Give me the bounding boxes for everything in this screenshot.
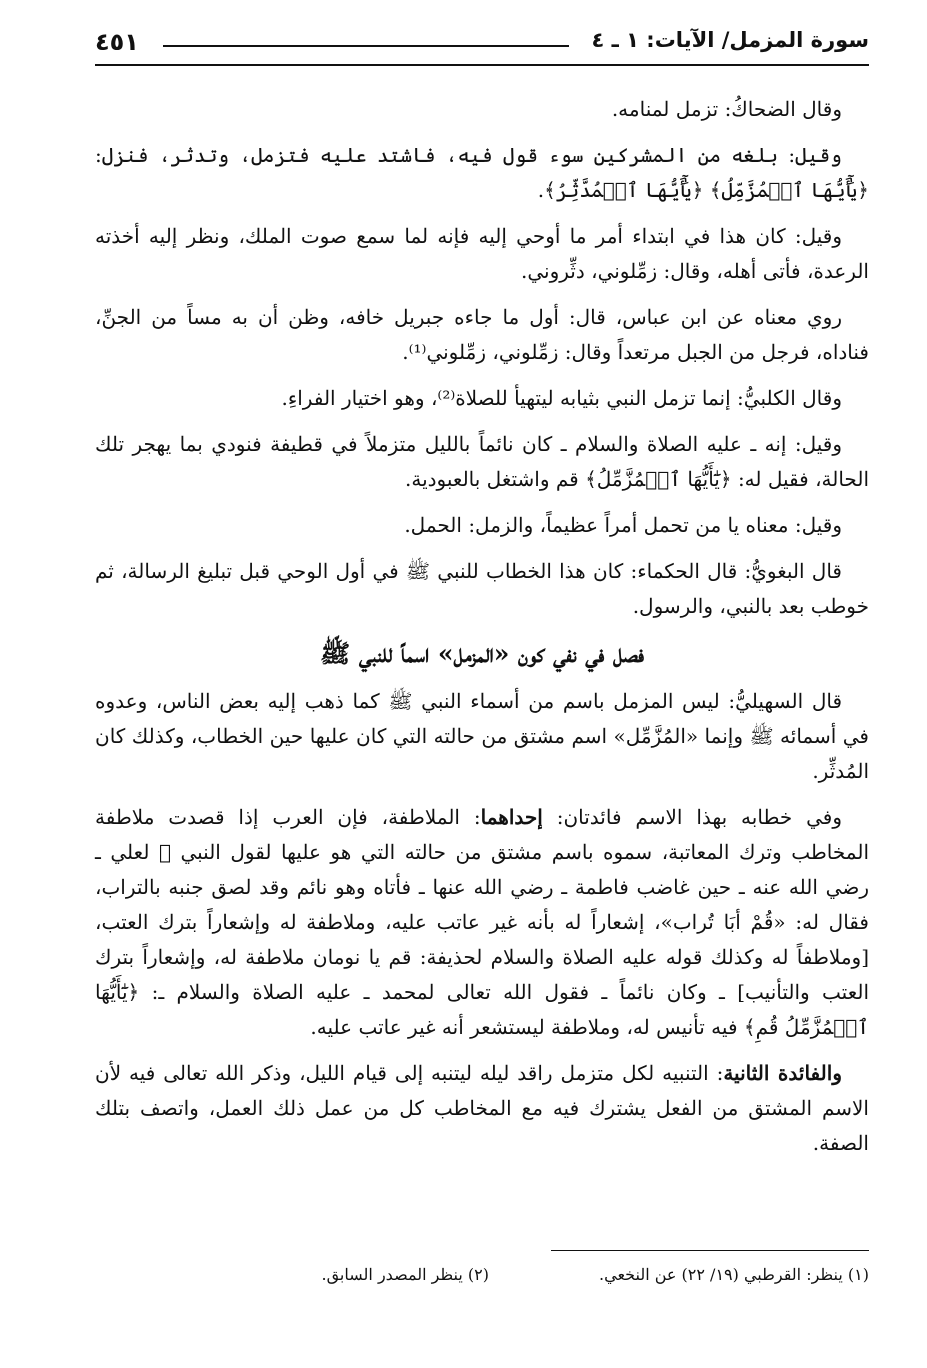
footnote-2: (٢) ينظر المصدر السابق. bbox=[321, 1265, 489, 1284]
benefit-one-paragraph bbox=[95, 800, 869, 1045]
footnote-1: (١) ينظر: القرطبي (١٩/ ٢٢) عن النخعي. bbox=[599, 1265, 869, 1284]
footnote-rule bbox=[551, 1250, 869, 1251]
header-rule bbox=[95, 64, 869, 66]
benefit-two-label: والفائدة الثانية bbox=[723, 1061, 842, 1085]
section-heading: فصل في نفي كون «المزمل» اسماً للنبي ﷺ bbox=[320, 639, 644, 668]
benefit-one-text: : الملاطفة، فإن العرب إذا قصدت ملاطفة المخاطب وترك المعاتبة، سموه باسم مشتق من حالته التي هو عليها لقول النبي ﷺ لعلي ـ رضي الله عنه ـ حين غاضب فاطمة ـ رضي الله عنها ـ فأتاه وهو نائم وقد لصق جنبه بالتراب، فقال له: «قُمْ أبَا تُراب»، إشعاراً له بأنه غير عاتب عليه، وملاطفة له وإشعاراً بترك العتب، [وملاطفاً له وكذلك قوله عليه الصلاة والسلام لحذيفة: قم يا نومان ملاطفة له، وإشعاراً بترك العتب والتأنيب] ـ وكان نائماً ـ فقول الله تعالى لمحمد ـ عليه الصلاة والسلام ـ: ﴿يَٰٓأَيُّهَا ٱلۡمُزَّمِّلُ قُمِ﴾ فيه تأنيس له، وملاطفة ليستشعر أنه غير عاتب عليه. bbox=[95, 805, 870, 1039]
running-header bbox=[95, 26, 869, 66]
paragraph: وقيل: معناه يا من تحمل أمراً عظيماً، والزمل: الحمل. bbox=[404, 513, 842, 537]
main-text bbox=[95, 92, 869, 1172]
paragraph: وقال الكلبيُّ: إنما تزمل النبي بثيابه ليتهيأ للصلاة⁽²⁾، وهو اختيار الفراءِ. bbox=[281, 386, 842, 410]
benefit-two-text: : التنبيه لكل متزمل راقد ليله ليتنبه إلى قيام الليل، وذكر الله تعالى فيه لأن الاسم المشتق من الفعل يشترك فيه مع المخاطب كل من عمل ذلك العمل، واتصف بتلك الصفة. bbox=[95, 1061, 869, 1155]
paragraph: روي معناه عن ابن عباس، قال: أول ما جاءه جبريل خافه، وظن أن به مساً من الجنِّ، فناداه، فرجل من الجبل مرتعداً وقال: زمِّلوني، زمِّلوني⁽¹⁾. bbox=[95, 305, 869, 364]
benefit-two-paragraph bbox=[95, 1056, 869, 1161]
paragraph: قال البغويُّ: قال الحكماء: كان هذا الخطاب للنبي ﷺ في أول الوحي قبل تبليغ الرسالة، ثم خوطب بعد بالنبي، والرسول. bbox=[95, 559, 869, 618]
page-number: ٤٥١ bbox=[95, 28, 139, 56]
surah-title: سورة المزمل/ الآيات: ١ ـ ٤ bbox=[591, 28, 869, 52]
paragraph: وقيل: كان هذا في ابتداء أمر ما أوحي إليه فإنه لما سمع صوت الملك، ونظر إليه أخذته الرعدة، فأتى أهله، وقال: زمِّلوني، دثِّروني. bbox=[95, 224, 869, 283]
header-dash bbox=[163, 45, 569, 47]
paragraph: وقيل: بلغه من المشركين سوء قول فيه، فاشتد عليه فتزمل، وتدثر، فنزل: ﴿يَٰٓأَيُّهَا ٱلۡمُزَّمِّلُ﴾ ﴿يَٰٓأَيُّهَا ٱلۡمُدَّثِّرُ﴾. bbox=[95, 143, 869, 202]
benefit-one-label: إحداهما bbox=[480, 805, 543, 829]
benefit-one-lead: وفي خطابه بهذا الاسم فائدتان: bbox=[542, 805, 842, 829]
paragraph: وقال الضحاكُ: تزمل لمنامه. bbox=[611, 97, 842, 121]
paragraph: قال السهيليُّ: ليس المزمل باسم من أسماء النبي ﷺ كما ذهب إليه بعض الناس، وعدوه في أسمائه ﷺ وإنما «المُزَّمِّل» اسم مشتق من حالته التي كان عليها حين الخطاب، وكذلك كان المُدثِّر. bbox=[95, 689, 869, 783]
paragraph: وقيل: إنه ـ عليه الصلاة والسلام ـ كان نائماً بالليل متزملاً في قطيفة فنودي بما يهجر تلك الحالة، فقيل له: ﴿يَٰٓأَيُّهَا ٱلۡمُزَّمِّلُ﴾ قم واشتغل بالعبودية. bbox=[95, 432, 869, 491]
